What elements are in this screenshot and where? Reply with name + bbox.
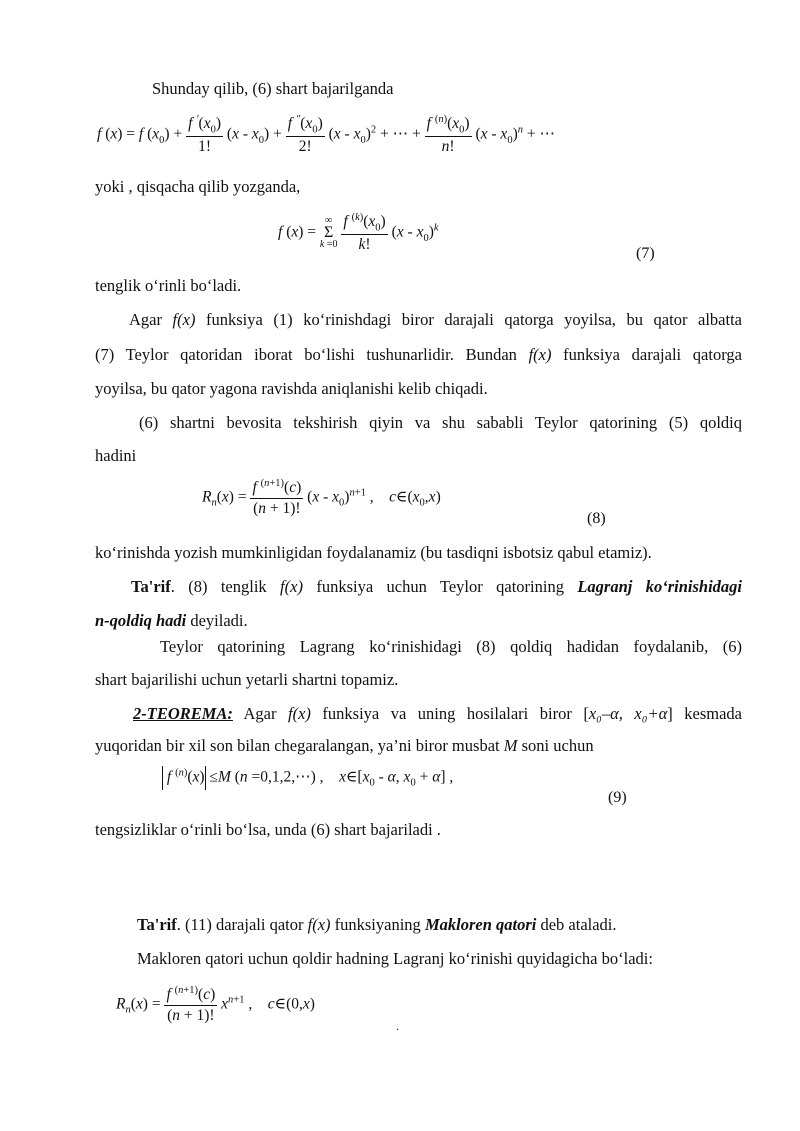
- definition-lagrange-line2: n-qoldiq hadi deyiladi.: [95, 611, 248, 630]
- paragraph-agar-line3: yoyilsa, bu qator yagona ravishda aniqlanishi kelib chiqadi.: [95, 379, 488, 398]
- maclaurin-remainder-formula: $R_n(x)$ = $\frac{f ^{(n+1)}(c)}{(n + 1)!}$ $x^{n+1}$ , c∈(0,x): [116, 985, 315, 1025]
- theorem-line1: 2-TEOREMA: Agar f(x) funksiya va uning hosilalari biror [x₀–α, x₀+α] kesmada: [133, 704, 742, 723]
- paragraph-agar-line2: (7) Teylor qatoridan iborat bo‘lishi tushunarlidir. Bundan f(x) funksiya darajali qatorga: [95, 345, 742, 364]
- paragraph-write-form: ko‘rinishda yozish mumkinligidan foydalanamiz (bu tasdiqni isbotsiz qabul etamiz).: [95, 543, 652, 562]
- definition-maclaurin: Ta'rif. (11) darajali qator f(x) funksiyaning Makloren qatori deb ataladi.: [137, 915, 617, 934]
- paragraph-inequalities: tengsizliklar o‘rinli bo‘lsa, unda (6) shart bajariladi .: [95, 820, 441, 839]
- theorem-line2: yuqoridan bir xil son bilan chegaralangan, ya’ni biror musbat M soni uchun: [95, 736, 594, 755]
- definition-lagrange-line1: Ta'rif. (8) tenglik f(x) funksiya uchun Teylor qatorining Lagranj ko‘rinishidagi: [131, 577, 742, 596]
- equation-number-9: (9): [608, 789, 627, 806]
- paragraph-remainder-line2: hadini: [95, 446, 137, 465]
- equation-number-8: (8): [587, 510, 606, 527]
- paragraph-intro: Shunday qilib, (6) shart bajarilganda: [152, 79, 394, 98]
- stray-dot: .: [396, 1019, 399, 1033]
- paragraph-short-form: yoki , qisqacha qilib yozganda,: [95, 177, 301, 196]
- lagrange-remainder-formula: $R_n(x)$ = $\frac{f ^{(n+1)}(c)}{(n + 1)!}$ $(x - x_0)^{n+1}$ , $c\in(x_0,x)$: [202, 478, 441, 518]
- paragraph-remainder-line1: (6) shartni bevosita tekshirish qiyin va shu sababli Teylor qatorining (5) qoldiq: [139, 413, 742, 432]
- paragraph-agar-line1: Agar f(x) funksiya (1) ko‘rinishdagi biror darajali qatorga yoyilsa, bu qator albatta: [129, 310, 742, 329]
- paragraph-sufficient-line2: shart bajarilishi uchun yetarli shartni topamiz.: [95, 670, 399, 689]
- taylor-sum-formula: f (x) = ∞ Σ k =0 $\frac{f ^{(k)}(x_0)}{k!}$ $(x - x_0)^k$: [278, 212, 439, 254]
- paragraph-equality-holds: tenglik o‘rinli bo‘ladi.: [95, 276, 242, 295]
- derivative-bound-formula: f $^{(n)}$(x) ≤M (n =0,1,2,⋯) , $x\in[x_0$ - α, $x_0 + \alpha$] ,: [163, 767, 454, 789]
- equation-number-7: (7): [636, 245, 655, 262]
- paragraph-sufficient-line1: Teylor qatorining Lagrang ko‘rinishidagi (8) qoldiq hadidan foydalanib, (6): [160, 637, 742, 656]
- paragraph-maclaurin-remainder: Makloren qatori uchun qoldir hadning Lagranj ko‘rinishi quyidagicha bo‘ladi:: [137, 949, 653, 968]
- taylor-series-formula: f (x) = f $(x_0)$ + $\frac{f '(x_0)}{1!}$ $(x - x_0)$ + $\frac{f ''(x_0)}{2!}$ $(x - x_0)^2$ + ⋯ + $\frac{f ^{(n)}(x_0)}{n!}$ $(x - x_0)^n$ + ⋯: [97, 114, 555, 156]
